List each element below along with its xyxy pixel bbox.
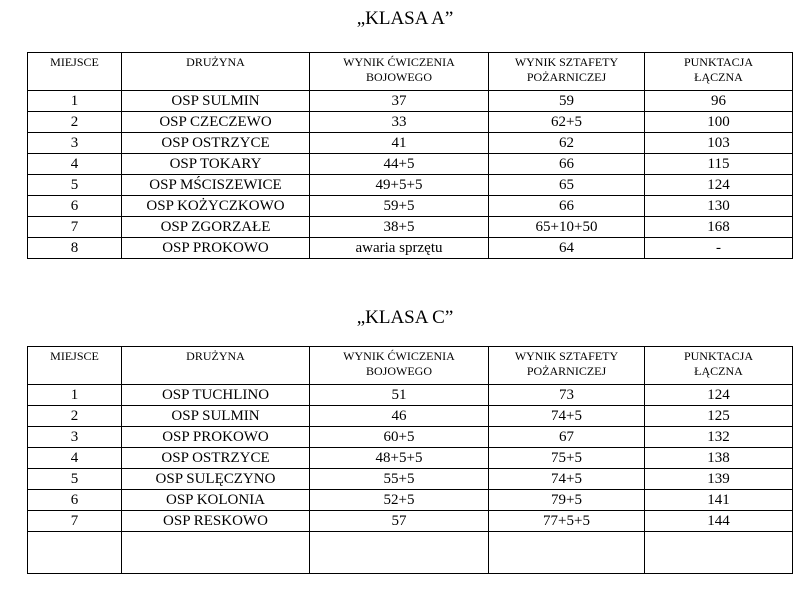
team-cell: OSP RESKOWO [122, 511, 310, 532]
drill-score-cell: 44+5 [310, 154, 489, 175]
place-cell: 7 [28, 217, 122, 238]
team-cell: OSP ZGORZAŁE [122, 217, 310, 238]
total-cell: 132 [645, 427, 793, 448]
header-relay-score [489, 53, 645, 91]
team-cell: OSP TOKARY [122, 154, 310, 175]
relay-score-cell [489, 532, 645, 574]
header-text: PUNKTACJA [683, 349, 754, 363]
total-cell: 144 [645, 511, 793, 532]
table-row [28, 385, 793, 406]
relay-score-cell: 66 [489, 154, 645, 175]
relay-score-cell: 77+5+5 [489, 511, 645, 532]
team-cell: OSP PROKOWO [122, 427, 310, 448]
team-cell: OSP CZECZEWO [122, 112, 310, 133]
table-row [28, 490, 793, 511]
header-text: DRUŻYNA [186, 349, 245, 363]
team-cell: OSP SULMIN [122, 406, 310, 427]
place-cell: 6 [28, 196, 122, 217]
table-row [28, 238, 793, 259]
relay-score-cell: 59 [489, 91, 645, 112]
total-cell: 96 [645, 91, 793, 112]
drill-score-cell: 51 [310, 385, 489, 406]
header-text: POŻARNICZEJ [526, 364, 607, 378]
table-row [28, 406, 793, 427]
header-text: PUNKTACJA [683, 55, 754, 69]
drill-score-cell: 33 [310, 112, 489, 133]
header-place [28, 53, 122, 91]
header-team [122, 347, 310, 385]
table-row [28, 217, 793, 238]
class-a-results-table [27, 52, 793, 259]
place-cell: 5 [28, 175, 122, 196]
relay-score-cell: 74+5 [489, 406, 645, 427]
team-cell: OSP PROKOWO [122, 238, 310, 259]
team-cell: OSP SULMIN [122, 91, 310, 112]
table-row [28, 133, 793, 154]
drill-score-cell: 38+5 [310, 217, 489, 238]
place-cell [28, 532, 122, 574]
drill-score-cell: awaria sprzętu [310, 238, 489, 259]
place-cell: 4 [28, 448, 122, 469]
header-text: ŁĄCZNA [694, 364, 743, 378]
total-cell: 138 [645, 448, 793, 469]
team-cell [122, 532, 310, 574]
place-cell: 2 [28, 112, 122, 133]
drill-score-cell: 55+5 [310, 469, 489, 490]
team-cell: OSP KOŻYCZKOWO [122, 196, 310, 217]
table-row [28, 196, 793, 217]
table-header-row [28, 53, 793, 91]
drill-score-cell: 41 [310, 133, 489, 154]
table-row [28, 91, 793, 112]
drill-score-cell: 59+5 [310, 196, 489, 217]
empty-table-row [28, 532, 793, 574]
header-team [122, 53, 310, 91]
place-cell: 1 [28, 91, 122, 112]
header-text: WYNIK SZTAFETY [514, 55, 619, 69]
header-text: ŁĄCZNA [694, 70, 743, 84]
total-cell: 124 [645, 385, 793, 406]
total-cell: 125 [645, 406, 793, 427]
place-cell: 2 [28, 406, 122, 427]
team-cell: OSP TUCHLINO [122, 385, 310, 406]
relay-score-cell: 65+10+50 [489, 217, 645, 238]
total-cell: 100 [645, 112, 793, 133]
total-cell: 115 [645, 154, 793, 175]
table-row [28, 154, 793, 175]
header-text: BOJOWEGO [366, 364, 432, 378]
total-cell: 103 [645, 133, 793, 154]
header-text: MIEJSCE [50, 349, 99, 363]
total-cell: 168 [645, 217, 793, 238]
table-row [28, 112, 793, 133]
place-cell: 3 [28, 427, 122, 448]
header-total-points [645, 53, 793, 91]
header-text: WYNIK SZTAFETY [514, 349, 619, 363]
place-cell: 4 [28, 154, 122, 175]
header-text: BOJOWEGO [366, 70, 432, 84]
drill-score-cell: 49+5+5 [310, 175, 489, 196]
relay-score-cell: 75+5 [489, 448, 645, 469]
class-c-results-table [27, 346, 793, 574]
header-text: POŻARNICZEJ [526, 70, 607, 84]
class-a-title: „KLASA A” [356, 8, 454, 29]
relay-score-cell: 66 [489, 196, 645, 217]
drill-score-cell: 60+5 [310, 427, 489, 448]
table-row [28, 427, 793, 448]
table-row [28, 448, 793, 469]
relay-score-cell: 73 [489, 385, 645, 406]
relay-score-cell: 79+5 [489, 490, 645, 511]
table-row [28, 175, 793, 196]
drill-score-cell: 48+5+5 [310, 448, 489, 469]
place-cell: 7 [28, 511, 122, 532]
header-combat-drill-score [310, 347, 489, 385]
relay-score-cell: 65 [489, 175, 645, 196]
header-total-points [645, 347, 793, 385]
place-cell: 8 [28, 238, 122, 259]
place-cell: 6 [28, 490, 122, 511]
team-cell: OSP MŚCISZEWICE [122, 175, 310, 196]
total-cell: 139 [645, 469, 793, 490]
total-cell [645, 532, 793, 574]
drill-score-cell: 46 [310, 406, 489, 427]
team-cell: OSP OSTRZYCE [122, 448, 310, 469]
header-combat-drill-score [310, 53, 489, 91]
team-cell: OSP KOLONIA [122, 490, 310, 511]
relay-score-cell: 67 [489, 427, 645, 448]
header-text: WYNIK ĆWICZENIA [343, 349, 455, 363]
drill-score-cell: 57 [310, 511, 489, 532]
team-cell: OSP OSTRZYCE [122, 133, 310, 154]
relay-score-cell: 74+5 [489, 469, 645, 490]
total-cell: 130 [645, 196, 793, 217]
drill-score-cell: 37 [310, 91, 489, 112]
table-header-row [28, 347, 793, 385]
drill-score-cell: 52+5 [310, 490, 489, 511]
header-place [28, 347, 122, 385]
total-cell: 141 [645, 490, 793, 511]
place-cell: 1 [28, 385, 122, 406]
relay-score-cell: 62+5 [489, 112, 645, 133]
relay-score-cell: 64 [489, 238, 645, 259]
total-cell: 124 [645, 175, 793, 196]
header-text: MIEJSCE [50, 55, 99, 69]
header-relay-score [489, 347, 645, 385]
class-c-title: „KLASA C” [356, 307, 454, 328]
total-cell: - [645, 238, 793, 259]
table-row [28, 511, 793, 532]
header-text: DRUŻYNA [186, 55, 245, 69]
table-row [28, 469, 793, 490]
header-text: WYNIK ĆWICZENIA [343, 55, 455, 69]
place-cell: 3 [28, 133, 122, 154]
drill-score-cell [310, 532, 489, 574]
relay-score-cell: 62 [489, 133, 645, 154]
place-cell: 5 [28, 469, 122, 490]
team-cell: OSP SULĘCZYNO [122, 469, 310, 490]
